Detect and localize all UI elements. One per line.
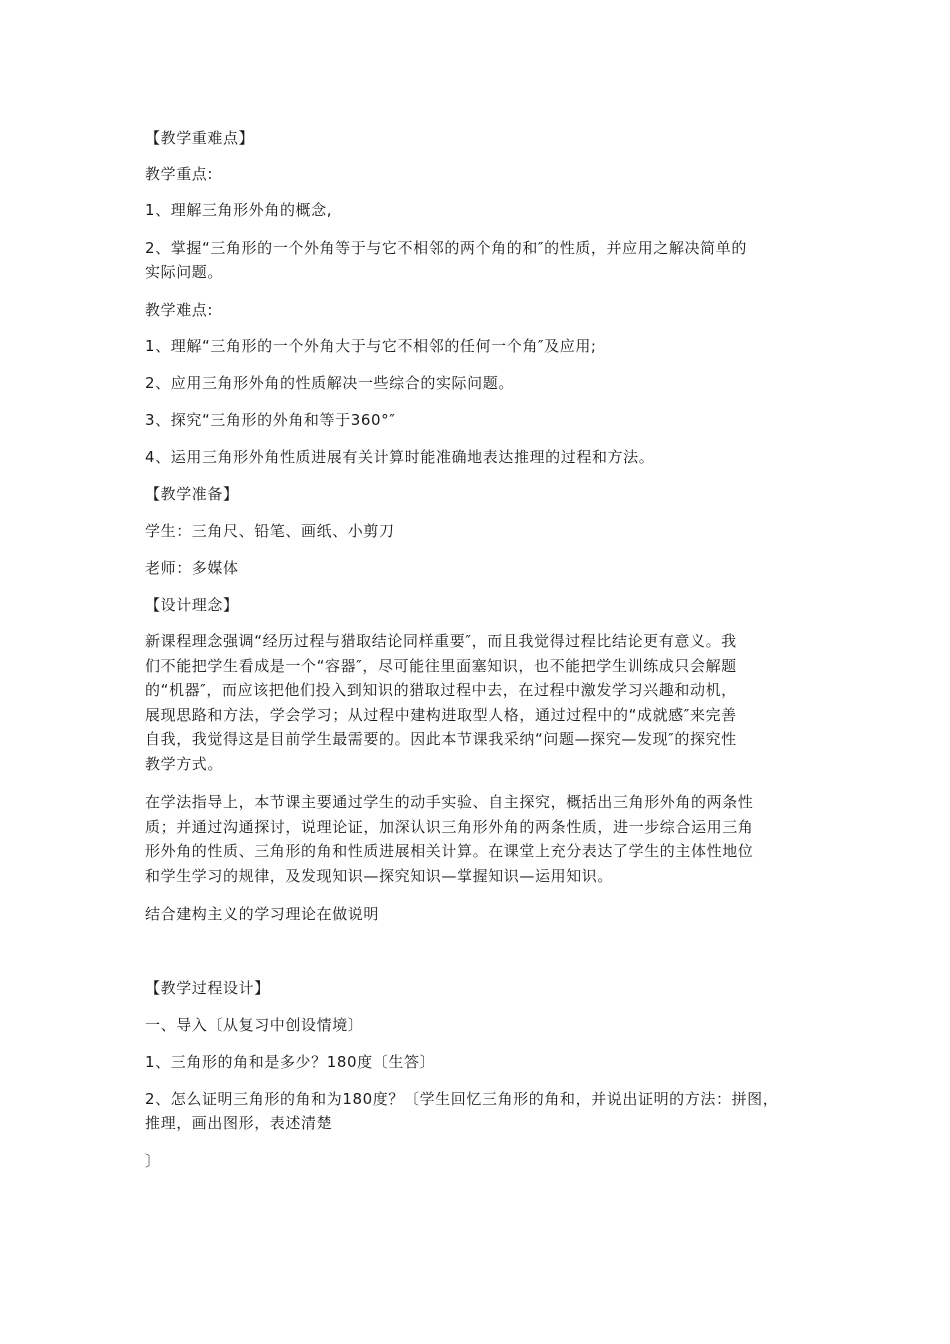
- difficult-point-2: 2、应用三角形外角的性质解决一些综合的实际问题。: [145, 374, 514, 392]
- preparation-heading: 【教学准备】: [145, 485, 239, 503]
- design-paragraph-2-line: 在学法指导上，本节课主要通过学生的动手实验、自主探究，概括出三角形外角的两条性: [145, 793, 754, 811]
- design-paragraph-1: [145, 629, 815, 776]
- design-paragraph-2-line: 形外角的性质、三角形的角和性质进展相关计算。在课堂上充分表达了学生的主体性地位: [145, 842, 754, 860]
- key-point-2-line-2: 实际问题。: [145, 263, 224, 281]
- process-intro: 一、导入〔从复习中创设情境〕: [145, 1016, 364, 1034]
- difficult-point-3: 3、探究“三角形的外角和等于360°″: [145, 411, 396, 429]
- design-paragraph-1-line: 展现思路和方法，学会学习；从过程中建构进取型人格，通过过程中的“成就感″来完善: [145, 705, 737, 724]
- process-heading: 【教学过程设计】: [145, 979, 270, 997]
- process-question-2-line-1: 2、怎么证明三角形的角和为180度？〔学生回忆三角形的角和，并说出证明的方法：拼图，: [145, 1090, 779, 1108]
- design-paragraph-1-line: 的“机器″，而应该把他们投入到知识的猎取过程中去，在过程中激发学习兴趣和动机，: [145, 681, 737, 699]
- design-heading: 【设计理念】: [145, 596, 239, 614]
- design-paragraph-1-line: 新课程理念强调“经历过程与猎取结论同样重要″，而且我觉得过程比结论更有意义。我: [145, 632, 737, 650]
- design-paragraph-1-line: 自我，我觉得这是目前学生最需要的。因此本节课我采纳“问题—探究—发现″的探究性: [145, 730, 737, 748]
- preparation-teacher: 老师：多媒体: [145, 559, 239, 577]
- difficult-point-1: 1、理解“三角形的一个外角大于与它不相邻的任何一个角″及应用;: [145, 337, 597, 355]
- key-points-label: 教学重点:: [145, 165, 214, 183]
- key-point-1: 1、理解三角形外角的概念,: [145, 201, 333, 219]
- design-paragraph-3: 结合建构主义的学习理论在做说明: [145, 905, 380, 923]
- key-point-2-line-1: 2、掌握“三角形的一个外角等于与它不相邻的两个角的和″的性质，并应用之解决简单的: [145, 239, 747, 257]
- difficult-points-label: 教学难点:: [145, 301, 214, 319]
- process-closing-bracket: 〕: [145, 1152, 161, 1170]
- preparation-student: 学生：三角尺、铅笔、画纸、小剪刀: [145, 522, 395, 540]
- design-paragraph-2: [145, 790, 815, 888]
- design-paragraph-1-line: 们不能把学生看成是一个“容器″，尽可能往里面塞知识，也不能把学生训练成只会解题: [145, 656, 737, 675]
- process-question-1: 1、三角形的角和是多少？180度〔生答〕: [145, 1053, 436, 1071]
- design-paragraph-1-line: 教学方式。: [145, 754, 224, 773]
- design-paragraph-2-line: 质；并通过沟通探讨，说理论证，加深认识三角形外角的两条性质，进一步综合运用三角: [145, 817, 754, 836]
- process-question-2-line-2: 推理，画出图形，表述清楚: [145, 1114, 333, 1132]
- difficult-point-4: 4、运用三角形外角性质进展有关计算时能准确地表达推理的过程和方法。: [145, 448, 655, 466]
- key-points-heading: 【教学重难点】: [145, 129, 255, 147]
- design-paragraph-2-line: 和学生学习的规律，及发现知识—探究知识—掌握知识—运用知识。: [145, 866, 614, 885]
